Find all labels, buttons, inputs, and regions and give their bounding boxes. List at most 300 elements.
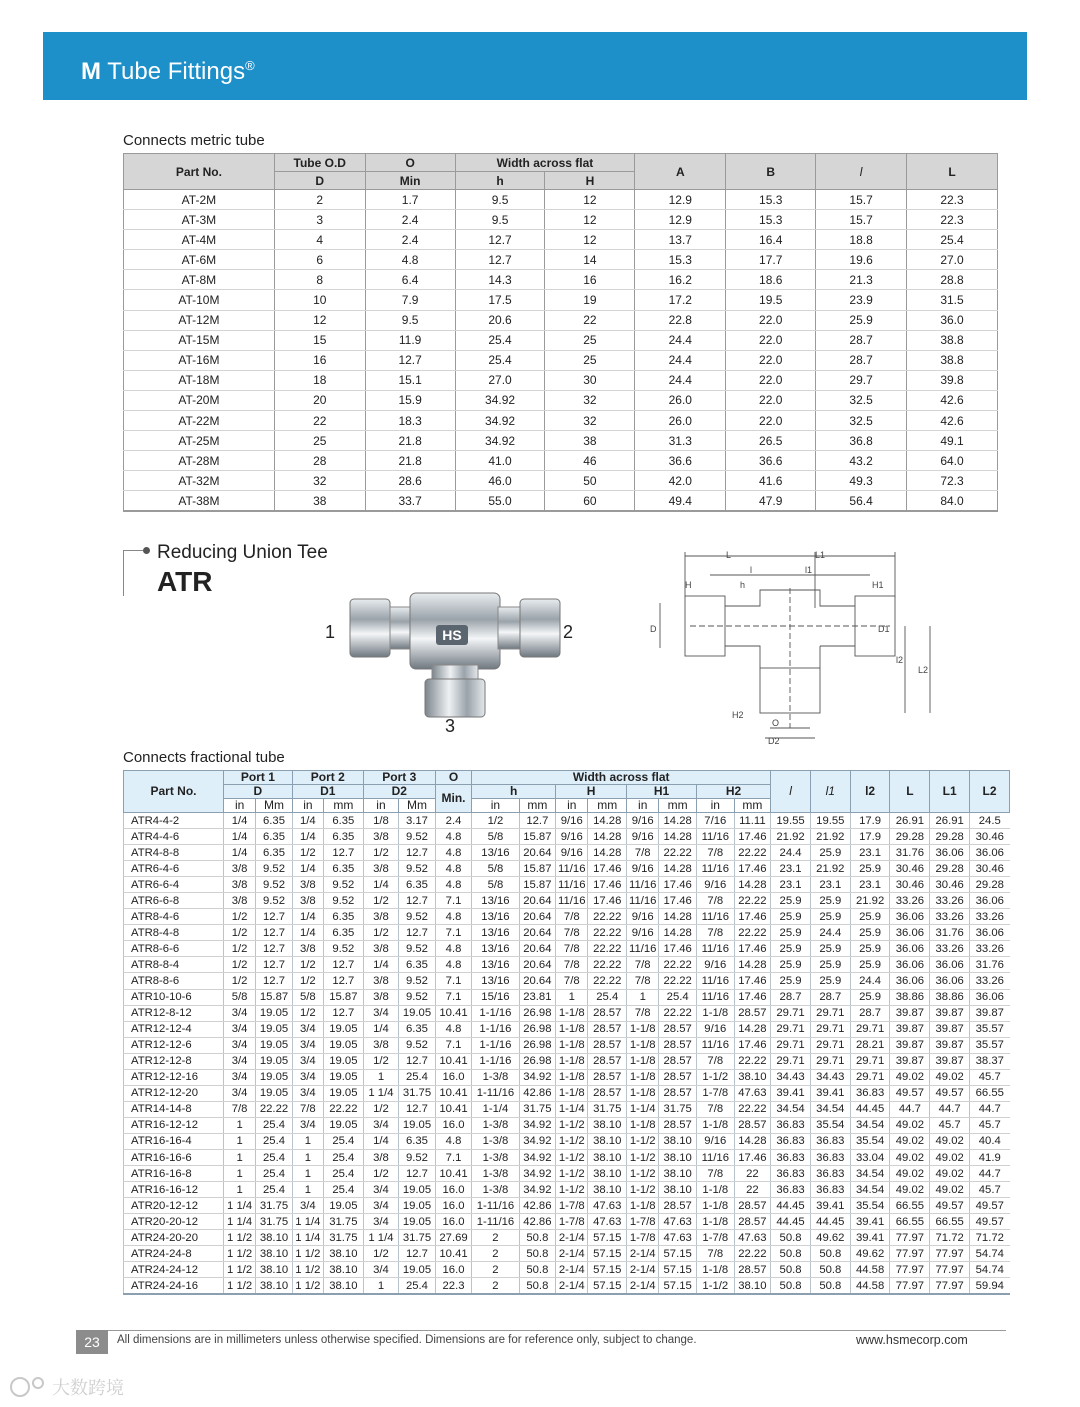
- table-row: [124, 390, 998, 410]
- table-cell: 1/2: [223, 973, 255, 989]
- table-cell: 1-3/8: [472, 1133, 519, 1149]
- table-cell: 22: [734, 1182, 771, 1198]
- cell-o-min: 28.6: [365, 471, 455, 491]
- table-cell: 1/2: [363, 925, 398, 941]
- table-cell: 19.05: [399, 1005, 436, 1021]
- table-row: [124, 290, 998, 310]
- table-cell: 1-1/4: [627, 1101, 659, 1117]
- cell-b: 36.6: [726, 451, 816, 471]
- cell-H: 32: [545, 411, 635, 431]
- cell-l: 32.5: [816, 390, 907, 410]
- cell-b: 22.0: [726, 330, 816, 350]
- table-cell: 17.46: [659, 941, 697, 957]
- table-cell: 25.9: [810, 973, 850, 989]
- cell-part-no: ATR12-12-16: [124, 1069, 224, 1085]
- table-row: [124, 310, 998, 330]
- table-cell: 57.15: [659, 1278, 697, 1294]
- table-cell: 49.02: [890, 1117, 930, 1133]
- table-cell: 1/4: [292, 829, 323, 845]
- table-cell: 6.35: [256, 845, 293, 861]
- table-cell: 1/2: [223, 909, 255, 925]
- table-cell: 13/16: [472, 845, 519, 861]
- frac-header-port3: Port 3: [363, 771, 435, 785]
- cell-l: 49.3: [816, 471, 907, 491]
- cell-l: 21.3: [816, 270, 907, 290]
- dimension-drawing: [640, 548, 935, 748]
- table-cell: 7.1: [435, 989, 472, 1005]
- table-cell: 12.7: [323, 845, 363, 861]
- table-cell: 11/16: [696, 829, 734, 845]
- website-link[interactable]: www.hsmecorp.com: [856, 1333, 968, 1347]
- table-cell: 50.8: [771, 1262, 811, 1278]
- table-cell: 1 1/2: [292, 1278, 323, 1294]
- table-cell: 1-1/2: [556, 1133, 588, 1149]
- footer-note: All dimensions are in millimeters unless otherwise specified. Dimensions are for reference only, subject to change.: [117, 1334, 697, 1346]
- dim-label-H1: H1: [872, 580, 884, 590]
- header-tube-od: Tube O.D: [274, 154, 365, 172]
- table-cell: 1-11/16: [472, 1214, 519, 1230]
- table-cell: 26.98: [519, 1021, 556, 1037]
- cell-H: 60: [545, 491, 635, 511]
- table-cell: 25.9: [771, 957, 811, 973]
- table-cell: 29.71: [810, 1005, 850, 1021]
- table-cell: 38.10: [588, 1182, 627, 1198]
- table-cell: 1-3/8: [472, 1182, 519, 1198]
- table-cell: 77.97: [930, 1246, 970, 1262]
- table-cell: 38.10: [734, 1069, 771, 1085]
- table-cell: 1-1/16: [472, 1021, 519, 1037]
- table-cell: 21.92: [771, 829, 811, 845]
- table-cell: 2: [472, 1278, 519, 1294]
- table-cell: 12.7: [399, 925, 436, 941]
- table-cell: 4.8: [435, 909, 472, 925]
- table-cell: 1-7/8: [556, 1214, 588, 1230]
- table-cell: 9/16: [627, 813, 659, 829]
- table-cell: 31.75: [588, 1101, 627, 1117]
- table-cell: 57.15: [659, 1246, 697, 1262]
- table-cell: 38.10: [323, 1246, 363, 1262]
- table-cell: 10.41: [435, 1085, 472, 1101]
- table-cell: 15.87: [519, 877, 556, 893]
- table-cell: 36.83: [771, 1182, 811, 1198]
- cell-b: 22.0: [726, 411, 816, 431]
- table-cell: 1: [292, 1133, 323, 1149]
- table-cell: 2-1/4: [556, 1278, 588, 1294]
- cell-tube-od: 38: [274, 491, 365, 511]
- cell-b: 17.7: [726, 250, 816, 270]
- table-cell: 34.54: [850, 1182, 890, 1198]
- table-cell: 1/2: [223, 925, 255, 941]
- table-cell: 3/4: [223, 1085, 255, 1101]
- table-cell: 19.05: [256, 1053, 293, 1069]
- table-cell: 49.57: [890, 1085, 930, 1101]
- cell-part-no: ATR16-16-4: [124, 1133, 224, 1149]
- unit-header: in: [363, 799, 398, 813]
- table-cell: 1 1/4: [292, 1214, 323, 1230]
- table-cell: 38.10: [659, 1149, 697, 1165]
- table-cell: 25.9: [850, 957, 890, 973]
- table-cell: 1-1/2: [627, 1133, 659, 1149]
- table-cell: 25.9: [850, 989, 890, 1005]
- cell-l: 15.7: [816, 210, 907, 230]
- table-cell: 41.9: [970, 1149, 1010, 1165]
- table-cell: 49.57: [970, 1214, 1010, 1230]
- table-cell: 9/16: [556, 829, 588, 845]
- table-cell: 21.92: [850, 893, 890, 909]
- cell-part-no: ATR12-12-6: [124, 1037, 224, 1053]
- table-cell: 9/16: [696, 1021, 734, 1037]
- table-cell: 11/16: [696, 1037, 734, 1053]
- table-cell: 25.9: [771, 925, 811, 941]
- cell-o-min: 4.8: [365, 250, 455, 270]
- table-row: [124, 989, 1010, 1005]
- table-cell: 19.55: [810, 813, 850, 829]
- table-cell: 5/8: [292, 989, 323, 1005]
- table-cell: 24.5: [970, 813, 1010, 829]
- table-cell: 19.05: [323, 1021, 363, 1037]
- table-cell: 11/16: [627, 877, 659, 893]
- table-cell: 1-3/8: [472, 1069, 519, 1085]
- cell-l: 28.7: [816, 330, 907, 350]
- cell-H: 25: [545, 330, 635, 350]
- table-cell: 25.9: [810, 909, 850, 925]
- table-cell: 3/4: [292, 1085, 323, 1101]
- table-cell: 22.22: [734, 845, 771, 861]
- cell-part-no: AT-2M: [124, 190, 275, 210]
- table-cell: 4.8: [435, 829, 472, 845]
- table-cell: 42.86: [519, 1085, 556, 1101]
- table-cell: 1-3/8: [472, 1117, 519, 1133]
- header-width-across-flat: Width across flat: [455, 154, 635, 172]
- table-cell: 36.83: [771, 1133, 811, 1149]
- table-cell: 1-1/8: [696, 1117, 734, 1133]
- cell-tube-od: 25: [274, 431, 365, 451]
- table-cell: 22.22: [588, 973, 627, 989]
- table-cell: 38.86: [890, 989, 930, 1005]
- table-cell: 16.0: [435, 1069, 472, 1085]
- dim-label-h: h: [740, 580, 746, 590]
- frac-header-port1-sub: D: [223, 785, 292, 799]
- table-cell: 54.74: [970, 1246, 1010, 1262]
- table-cell: 36.06: [970, 925, 1010, 941]
- table-cell: 44.58: [850, 1278, 890, 1294]
- table-cell: 22.22: [734, 1246, 771, 1262]
- cell-b: 22.0: [726, 310, 816, 330]
- cell-b: 41.6: [726, 471, 816, 491]
- table-cell: 12.7: [256, 957, 293, 973]
- cell-part-no: ATR20-20-12: [124, 1214, 224, 1230]
- table-cell: 13/16: [472, 957, 519, 973]
- table-cell: 3/8: [363, 941, 398, 957]
- cell-b: 19.5: [726, 290, 816, 310]
- table-cell: 1-1/2: [556, 1117, 588, 1133]
- table-cell: 25.4: [323, 1149, 363, 1165]
- table-cell: 1 1/4: [223, 1198, 255, 1214]
- table-cell: 20.64: [519, 909, 556, 925]
- table-cell: 22.22: [734, 1053, 771, 1069]
- table-cell: 3/4: [363, 1262, 398, 1278]
- table-cell: 25.4: [323, 1166, 363, 1182]
- table-cell: 1 1/2: [223, 1230, 255, 1246]
- table-cell: 19.05: [323, 1198, 363, 1214]
- cell-part-no: ATR12-8-12: [124, 1005, 224, 1021]
- table-row: [124, 957, 1010, 973]
- table-cell: 12.7: [323, 973, 363, 989]
- table-cell: 1/2: [363, 1166, 398, 1182]
- cell-part-no: ATR6-4-6: [124, 861, 224, 877]
- section-bracket-line: [123, 550, 124, 596]
- cell-tube-od: 8: [274, 270, 365, 290]
- table-cell: 28.7: [771, 989, 811, 1005]
- header-part-no: Part No.: [124, 154, 275, 190]
- cell-o-min: 21.8: [365, 451, 455, 471]
- table-cell: 26.91: [930, 813, 970, 829]
- table-cell: 3/8: [292, 877, 323, 893]
- table-cell: 47.63: [588, 1214, 627, 1230]
- table-cell: 7.1: [435, 1149, 472, 1165]
- table-cell: 7.1: [435, 973, 472, 989]
- cell-part-no: AT-25M: [124, 431, 275, 451]
- table-cell: 36.06: [970, 893, 1010, 909]
- table-cell: 33.26: [930, 893, 970, 909]
- table-cell: 9/16: [627, 829, 659, 845]
- table-cell: 3/8: [292, 893, 323, 909]
- page-title: [81, 58, 255, 86]
- dim-label-D1: D1: [878, 624, 890, 634]
- cell-L: 36.0: [907, 310, 998, 330]
- table-cell: 44.45: [810, 1214, 850, 1230]
- table-cell: 49.02: [930, 1149, 970, 1165]
- table-cell: 7/8: [696, 845, 734, 861]
- table-cell: 28.57: [734, 1005, 771, 1021]
- table-cell: 12.7: [399, 1101, 436, 1117]
- table-cell: 36.83: [771, 1117, 811, 1133]
- cell-h: 20.6: [455, 310, 545, 330]
- table-cell: 26.91: [890, 813, 930, 829]
- table-cell: 25.4: [256, 1166, 293, 1182]
- table-cell: 2.4: [435, 813, 472, 829]
- cell-L: 39.8: [907, 370, 998, 390]
- table-cell: 1-1/8: [627, 1037, 659, 1053]
- table-row: [124, 210, 998, 230]
- table-cell: 25.9: [850, 941, 890, 957]
- table-cell: 57.15: [588, 1262, 627, 1278]
- table-cell: 44.7: [970, 1166, 1010, 1182]
- table-cell: 28.57: [588, 1053, 627, 1069]
- table-cell: 1/4: [223, 829, 255, 845]
- product-code: ATR: [157, 566, 213, 597]
- table-cell: 3/4: [292, 1037, 323, 1053]
- table-cell: 31.75: [323, 1230, 363, 1246]
- table-cell: 1/4: [363, 1021, 398, 1037]
- table-cell: 2: [472, 1230, 519, 1246]
- table-cell: 47.63: [588, 1198, 627, 1214]
- table-cell: 50.8: [771, 1230, 811, 1246]
- frac-header-H: H: [556, 785, 627, 799]
- table-cell: 36.83: [810, 1133, 850, 1149]
- table-cell: 4.8: [435, 941, 472, 957]
- table-cell: 13/16: [472, 941, 519, 957]
- table-cell: 7/8: [696, 1101, 734, 1117]
- table-cell: 45.7: [930, 1117, 970, 1133]
- unit-header: in: [472, 799, 519, 813]
- table-cell: 66.55: [890, 1214, 930, 1230]
- cell-L: 38.8: [907, 350, 998, 370]
- table-row: [124, 829, 1010, 845]
- table-cell: 1/4: [223, 813, 255, 829]
- cell-a: 49.4: [635, 491, 726, 511]
- table-cell: 1: [363, 1069, 398, 1085]
- table-cell: 77.97: [890, 1262, 930, 1278]
- table-cell: 13/16: [472, 925, 519, 941]
- table-cell: 1-1/2: [556, 1182, 588, 1198]
- frac-header-H1: H1: [627, 785, 697, 799]
- cell-h: 34.92: [455, 390, 545, 410]
- table-cell: 1-11/16: [472, 1085, 519, 1101]
- table-cell: 4.8: [435, 845, 472, 861]
- table-cell: 6.35: [399, 877, 436, 893]
- table-cell: 6.35: [323, 909, 363, 925]
- table-row: [124, 893, 1010, 909]
- unit-header: mm: [323, 799, 363, 813]
- table-cell: 66.55: [970, 1085, 1010, 1101]
- cell-tube-od: 10: [274, 290, 365, 310]
- table-cell: 2: [472, 1246, 519, 1262]
- table-cell: 25.4: [256, 1133, 293, 1149]
- table-cell: 13/16: [472, 893, 519, 909]
- table-cell: 7/8: [556, 941, 588, 957]
- table-cell: 28.57: [588, 1085, 627, 1101]
- table-row: [124, 1214, 1010, 1230]
- table-cell: 23.1: [810, 877, 850, 893]
- cell-h: 41.0: [455, 451, 545, 471]
- table-cell: 22.22: [659, 973, 697, 989]
- table-cell: 9.52: [399, 989, 436, 1005]
- table-cell: 25.9: [810, 845, 850, 861]
- table-cell: 49.02: [890, 1069, 930, 1085]
- cell-a: 12.9: [635, 210, 726, 230]
- cell-b: 22.0: [726, 390, 816, 410]
- table-cell: 39.41: [850, 1214, 890, 1230]
- table-cell: 34.92: [519, 1166, 556, 1182]
- table-cell: 1/2: [363, 1246, 398, 1262]
- port-label-1: 1: [324, 622, 336, 642]
- footer-rule: [76, 1330, 1006, 1331]
- table-cell: 35.54: [850, 1198, 890, 1214]
- cell-H: 12: [545, 190, 635, 210]
- table-cell: 1-1/2: [627, 1149, 659, 1165]
- table-cell: 36.83: [850, 1085, 890, 1101]
- frac-header-o: O: [435, 771, 472, 785]
- header-a: A: [635, 154, 726, 190]
- table-cell: 1/4: [363, 1133, 398, 1149]
- table-row: [124, 1166, 1010, 1182]
- table-cell: 25.9: [850, 925, 890, 941]
- table-row: [124, 350, 998, 370]
- table-cell: 36.06: [890, 925, 930, 941]
- table-cell: 1: [292, 1182, 323, 1198]
- table-cell: 28.57: [659, 1021, 697, 1037]
- header-o: O: [365, 154, 455, 172]
- table-cell: 9.52: [323, 877, 363, 893]
- cell-h: 12.7: [455, 230, 545, 250]
- table-cell: 1-1/2: [556, 1166, 588, 1182]
- table-cell: 1/4: [292, 909, 323, 925]
- table-row: [124, 451, 998, 471]
- table-row: [124, 1037, 1010, 1053]
- table-cell: 39.87: [890, 1053, 930, 1069]
- table-cell: 38.10: [588, 1117, 627, 1133]
- cell-L: 72.3: [907, 471, 998, 491]
- table-cell: 45.7: [970, 1117, 1010, 1133]
- table-cell: 10.41: [435, 1005, 472, 1021]
- table-cell: 23.1: [850, 877, 890, 893]
- metric-table-body: [124, 190, 998, 512]
- table-cell: 42.86: [519, 1214, 556, 1230]
- frac-header-o-sub: Min.: [435, 785, 472, 813]
- table-cell: 19.05: [323, 1117, 363, 1133]
- table-cell: 14.28: [659, 813, 697, 829]
- cell-tube-od: 16: [274, 350, 365, 370]
- table-cell: 7/8: [556, 957, 588, 973]
- table-cell: 17.46: [734, 861, 771, 877]
- cell-l: 25.9: [816, 310, 907, 330]
- table-cell: 1-1/8: [627, 1085, 659, 1101]
- table-cell: 3/8: [363, 861, 398, 877]
- table-cell: 17.46: [588, 893, 627, 909]
- table-cell: 1-1/8: [627, 1053, 659, 1069]
- table-cell: 1 1/4: [363, 1085, 398, 1101]
- cell-part-no: ATR24-24-16: [124, 1278, 224, 1294]
- table-cell: 14.28: [734, 1133, 771, 1149]
- table-cell: 1-1/8: [627, 1021, 659, 1037]
- table-row: [124, 1246, 1010, 1262]
- table-cell: 38.10: [588, 1149, 627, 1165]
- cell-part-no: ATR24-24-12: [124, 1262, 224, 1278]
- cell-H: 25: [545, 350, 635, 370]
- table-cell: 12.7: [399, 1246, 436, 1262]
- cell-part-no: ATR6-6-8: [124, 893, 224, 909]
- dim-label-D2: D2: [768, 736, 780, 746]
- table-cell: 4.8: [435, 1133, 472, 1149]
- cell-h: 25.4: [455, 350, 545, 370]
- table-cell: 3/8: [223, 861, 255, 877]
- table-cell: 27.69: [435, 1230, 472, 1246]
- page-number: 23: [76, 1330, 108, 1354]
- table-cell: 22.22: [659, 957, 697, 973]
- table-cell: 40.4: [970, 1133, 1010, 1149]
- cell-L: 84.0: [907, 491, 998, 511]
- table-cell: 1-1/16: [472, 1037, 519, 1053]
- table-cell: 17.46: [734, 941, 771, 957]
- table-cell: 1: [363, 1278, 398, 1294]
- cell-l: 29.7: [816, 370, 907, 390]
- table-cell: 1-1/8: [696, 1214, 734, 1230]
- table-cell: 36.06: [930, 957, 970, 973]
- cell-part-no: ATR24-20-20: [124, 1230, 224, 1246]
- cell-l: 15.7: [816, 190, 907, 210]
- table-cell: 30.46: [930, 877, 970, 893]
- table-row: [124, 1198, 1010, 1214]
- cell-a: 42.0: [635, 471, 726, 491]
- table-cell: 1/2: [363, 893, 398, 909]
- table-cell: 19.05: [256, 1021, 293, 1037]
- table-cell: 1: [292, 1149, 323, 1165]
- table-cell: 3/8: [363, 989, 398, 1005]
- table-cell: 1/4: [292, 925, 323, 941]
- table-cell: 1-1/8: [556, 1069, 588, 1085]
- cell-a: 13.7: [635, 230, 726, 250]
